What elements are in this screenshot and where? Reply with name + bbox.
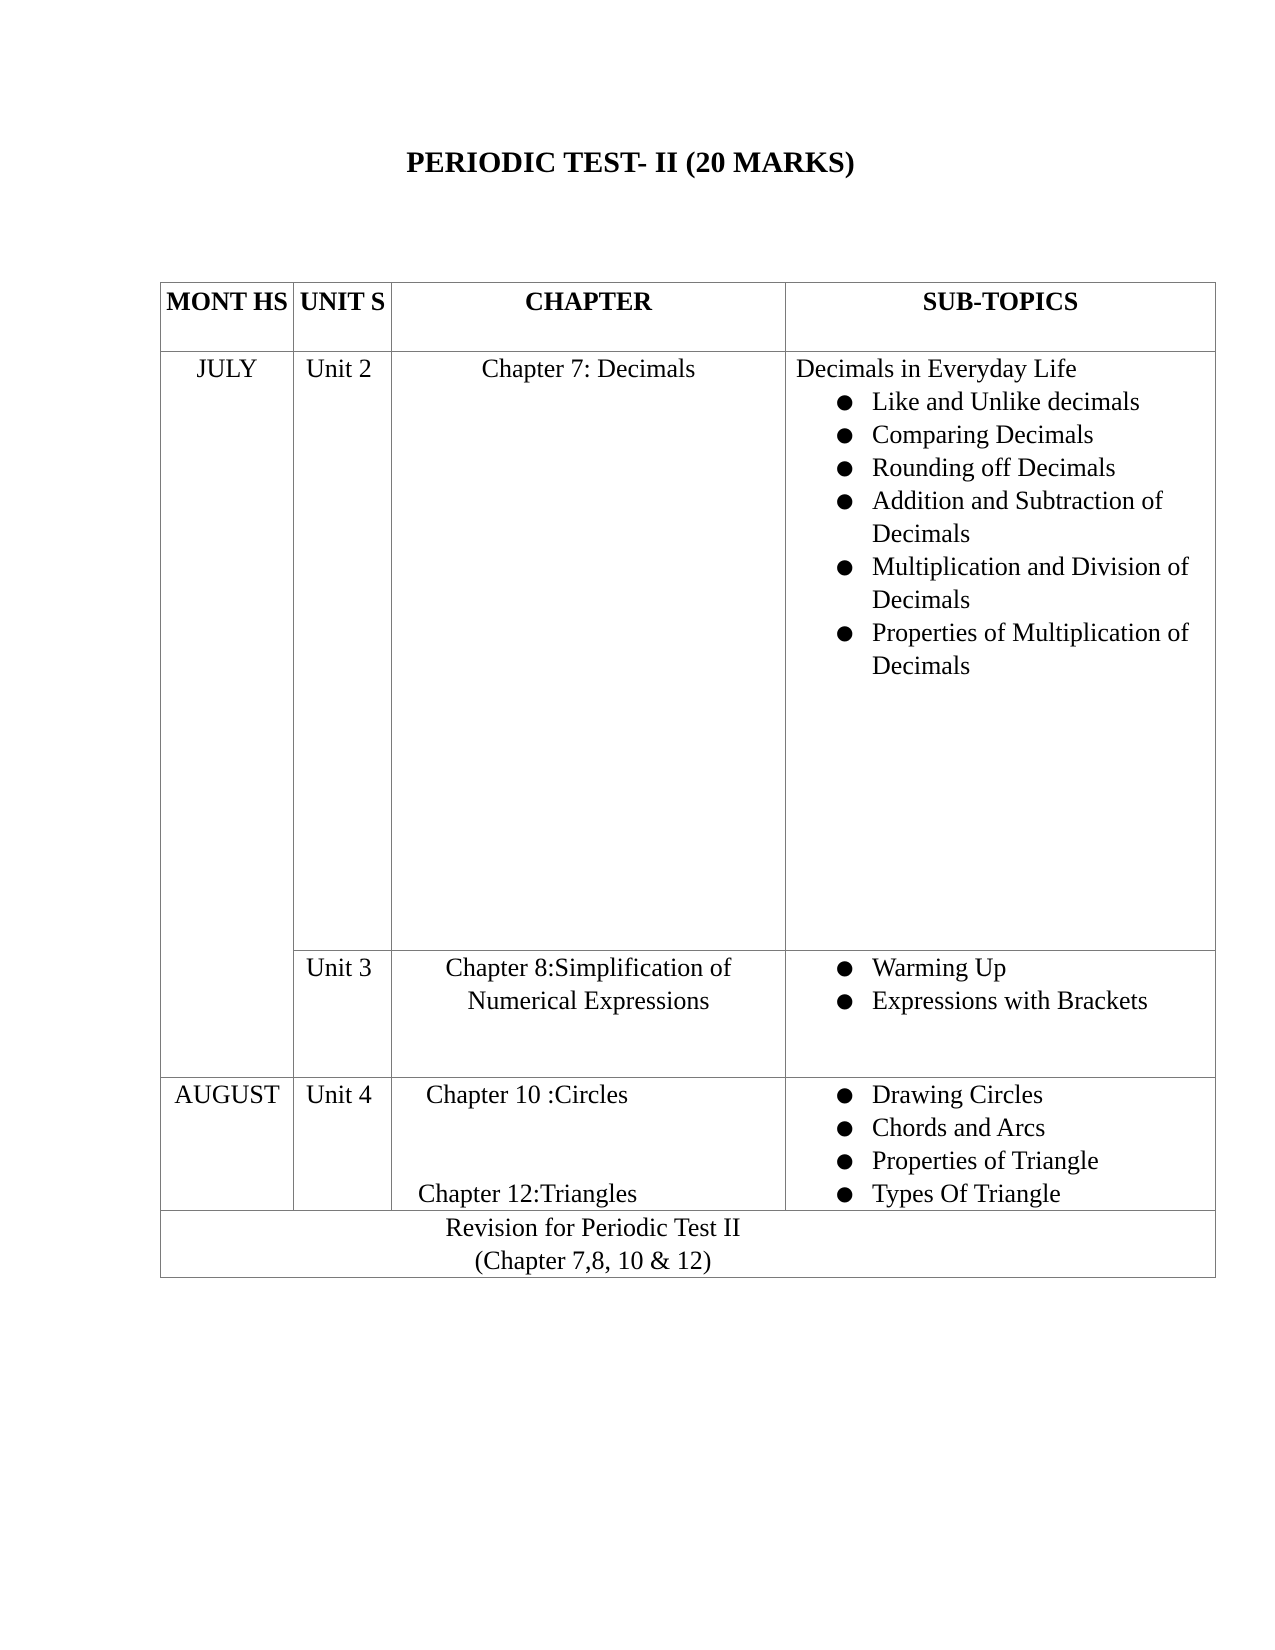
chapter-12: Chapter 12:Triangles bbox=[418, 1179, 638, 1208]
subtopic-list bbox=[786, 1078, 1215, 1210]
revision-line-1: Revision for Periodic Test II bbox=[445, 1213, 741, 1242]
unit-cell: Unit 3 bbox=[294, 951, 392, 1078]
subtopic-list bbox=[786, 385, 1215, 682]
page-title bbox=[0, 146, 1275, 180]
subtopic-intro: Decimals in Everyday Life bbox=[796, 354, 1077, 383]
list-item: ● Addition and Subtraction of Decimals bbox=[786, 484, 1215, 550]
table-row bbox=[161, 951, 1216, 1078]
unit-cell: Unit 4 bbox=[294, 1078, 392, 1211]
list-item: ● Types Of Triangle bbox=[786, 1177, 1215, 1210]
revision-line-2: (Chapter 7,8, 10 & 12) bbox=[474, 1246, 712, 1275]
subtopics-cell bbox=[786, 352, 1216, 951]
list-item: ● Like and Unlike decimals bbox=[786, 385, 1215, 418]
list-item: ● Properties of Multiplication of Decimals bbox=[786, 616, 1215, 682]
subtopic-list bbox=[786, 951, 1215, 1017]
header-units: UNIT S bbox=[294, 283, 392, 352]
list-item: ● Rounding off Decimals bbox=[786, 451, 1215, 484]
subtopics-cell bbox=[786, 1078, 1216, 1211]
chapter-cell: Chapter 7: Decimals bbox=[392, 352, 786, 951]
title-text: PERIODIC TEST- II (20 MARKS) bbox=[406, 146, 855, 179]
list-item: ● Warming Up bbox=[786, 951, 1215, 984]
list-item: ● Expressions with Brackets bbox=[786, 984, 1215, 1017]
unit-cell: Unit 2 bbox=[294, 352, 392, 951]
table-row bbox=[161, 352, 1216, 951]
list-item: ● Properties of Triangle bbox=[786, 1144, 1215, 1177]
table-row bbox=[161, 1078, 1216, 1211]
header-chapter: CHAPTER bbox=[392, 283, 786, 352]
chapter-10: Chapter 10 :Circles bbox=[426, 1080, 629, 1109]
header-subtopics: SUB-TOPICS bbox=[786, 283, 1216, 352]
revision-row bbox=[161, 1211, 1216, 1278]
month-cell: AUGUST bbox=[161, 1078, 294, 1211]
list-item: ● Multiplication and Division of Decimals bbox=[786, 550, 1215, 616]
list-item: ● Chords and Arcs bbox=[786, 1111, 1215, 1144]
chapter-cell: Chapter 8:Simplification of Numerical Expressions bbox=[392, 951, 786, 1078]
chapter-cell bbox=[392, 1078, 786, 1211]
list-item: ● Comparing Decimals bbox=[786, 418, 1215, 451]
header-months: MONT HS bbox=[161, 283, 294, 352]
subtopics-cell bbox=[786, 951, 1216, 1078]
list-item: ● Drawing Circles bbox=[786, 1078, 1215, 1111]
header-row bbox=[161, 283, 1216, 352]
month-cell: JULY bbox=[161, 352, 294, 1078]
syllabus-table bbox=[160, 282, 1216, 1278]
revision-cell bbox=[161, 1211, 1216, 1278]
